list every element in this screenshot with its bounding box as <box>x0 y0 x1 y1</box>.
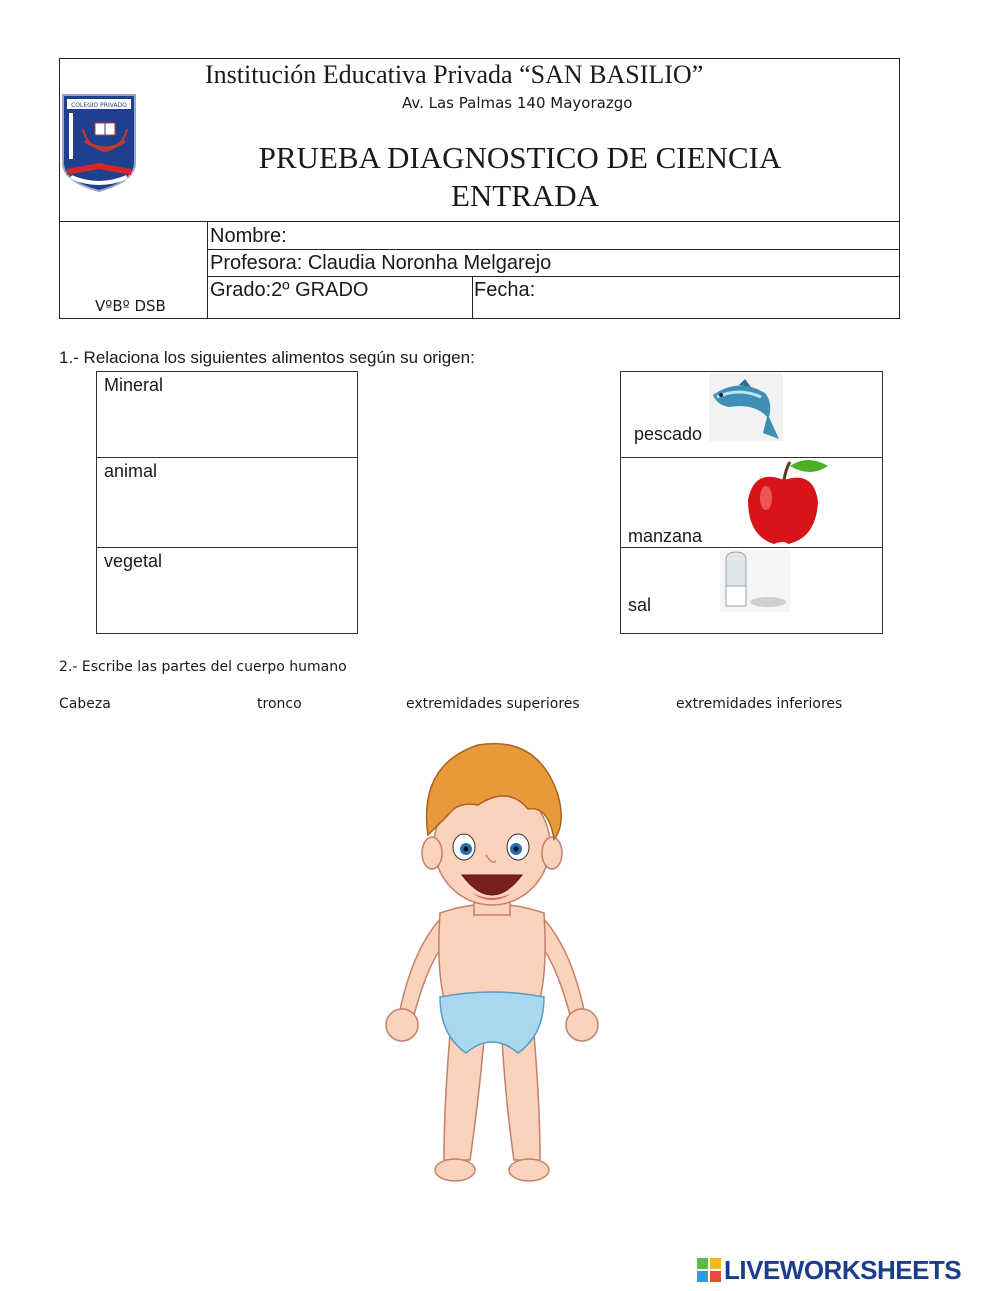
boy-body-illustration <box>378 735 608 1190</box>
divider <box>59 221 900 222</box>
food-label: manzana <box>628 526 703 546</box>
body-part-option[interactable]: tronco <box>257 696 302 712</box>
liveworksheets-logo-icon <box>697 1258 721 1282</box>
body-part-option[interactable]: extremidades superiores <box>406 696 580 712</box>
page-title: PRUEBA DIAGNOSTICO DE CIENCIA <box>258 140 782 175</box>
footer-brand[interactable]: LIVEWORKSHEETS <box>724 1255 962 1285</box>
fish-icon <box>709 373 783 441</box>
question-1-prompt: 1.- Relaciona los siguientes alimentos según su origen: <box>59 348 475 367</box>
approval-label: VºBº DSB <box>95 297 166 315</box>
grade-field: Grado:2º GRADO <box>210 279 369 301</box>
page-subtitle: ENTRADA <box>450 178 600 213</box>
body-part-option[interactable]: extremidades inferiores <box>676 696 843 712</box>
food-label: sal <box>628 595 652 615</box>
divider <box>472 276 473 319</box>
teacher-field: Profesora: Claudia Noronha Melgarejo <box>210 252 552 274</box>
origin-label: animal <box>104 461 158 481</box>
origin-label: vegetal <box>104 551 163 571</box>
date-field[interactable]: Fecha: <box>474 279 536 301</box>
food-label: pescado <box>634 424 703 444</box>
institution-name: Institución Educativa Privada “SAN BASILIO” <box>205 60 704 89</box>
origin-label: Mineral <box>104 375 164 395</box>
divider <box>207 221 208 319</box>
question-2-prompt: 2.- Escribe las partes del cuerpo humano <box>59 659 347 675</box>
divider <box>207 249 900 250</box>
apple-icon <box>744 456 830 546</box>
divider <box>207 276 900 277</box>
body-part-option[interactable]: Cabeza <box>59 696 111 712</box>
address: Av. Las Palmas 140 Mayorazgo <box>402 94 633 112</box>
salt-shaker-icon <box>720 550 790 612</box>
svg-text:COLEGIO PRIVADO: COLEGIO PRIVADO <box>71 102 127 109</box>
name-field[interactable]: Nombre: <box>210 225 287 247</box>
